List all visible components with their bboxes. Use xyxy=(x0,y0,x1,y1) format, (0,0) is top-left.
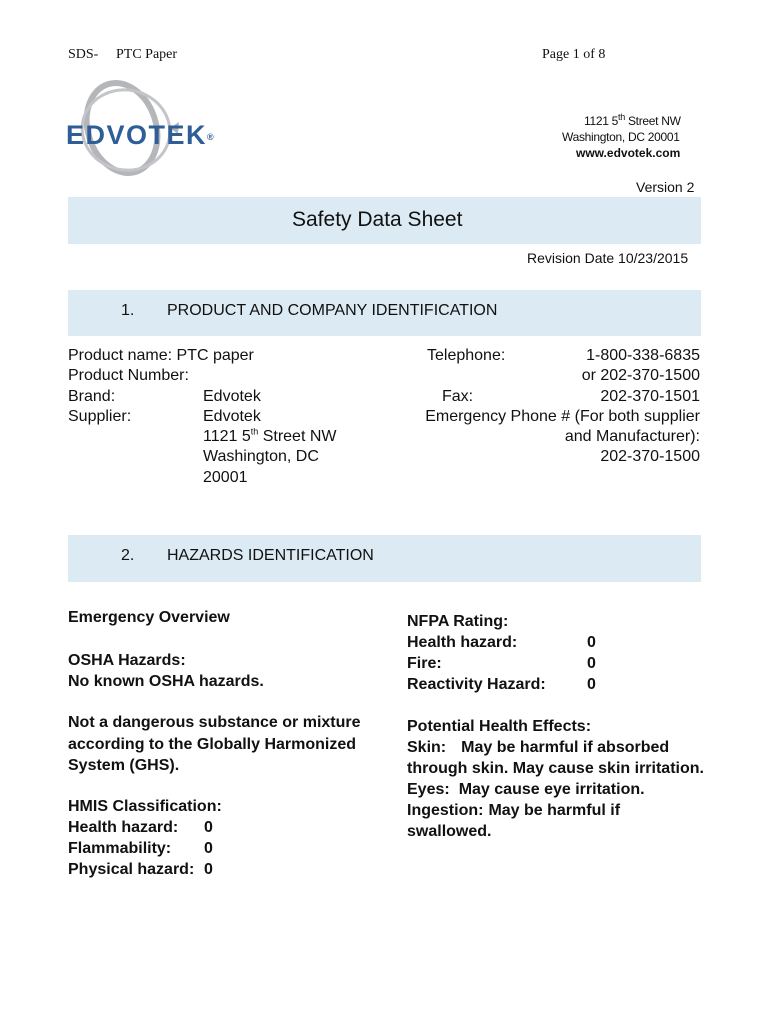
hmis-value: 0 xyxy=(204,861,213,878)
brand-value: Edvotek xyxy=(203,388,261,405)
hmis-label: Physical hazard: xyxy=(68,861,195,878)
emergency-label-2: and Manufacturer): xyxy=(564,428,700,445)
product-name: Product name: PTC paper xyxy=(68,347,254,364)
hmis-label: Health hazard: xyxy=(68,819,179,836)
nfpa-value: 0 xyxy=(587,655,596,672)
product-number: Product Number: xyxy=(68,367,189,384)
hmis-heading: HMIS Classification: xyxy=(68,798,222,815)
telephone-alt: or 202-370-1500 xyxy=(581,367,700,384)
ghs-line-1: Not a dangerous substance or mixture xyxy=(68,714,361,731)
supplier-value: Edvotek xyxy=(203,408,261,425)
ingestion-effects: Ingestion: May be harmful if xyxy=(407,802,621,819)
skin-effects-line-2: through skin. May cause skin irritation. xyxy=(407,760,704,777)
health-effects-heading: Potential Health Effects: xyxy=(407,718,592,735)
nfpa-value: 0 xyxy=(587,634,596,651)
section-1-header xyxy=(68,290,701,336)
osha-text: No known OSHA hazards. xyxy=(68,673,264,690)
section-2-title: HAZARDS IDENTIFICATION xyxy=(167,547,374,564)
address-street: 1121 5th Street NW xyxy=(584,112,681,128)
company-logo xyxy=(66,78,216,182)
ingestion-effects-line-2: swallowed. xyxy=(407,823,492,840)
revision-date: Revision Date 10/23/2015 xyxy=(527,250,689,266)
logo-registered-mark: ® xyxy=(207,131,214,142)
supplier-zip: 20001 xyxy=(203,469,248,486)
emergency-value: 202-370-1500 xyxy=(600,448,700,465)
ghs-line-3: System (GHS). xyxy=(68,757,180,774)
fax-label: Fax: xyxy=(442,388,474,405)
address-city: Washington, DC 20001 xyxy=(562,130,680,144)
title-band xyxy=(68,197,701,244)
eye-effects: Eyes: May cause eye irritation. xyxy=(407,781,645,798)
section-1-title: PRODUCT AND COMPANY IDENTIFICATION xyxy=(167,302,498,319)
ghs-line-2: according to the Globally Harmonized xyxy=(68,736,357,753)
supplier-city: Washington, DC xyxy=(203,448,319,465)
emergency-label-1: Emergency Phone # (For both supplier xyxy=(425,408,700,425)
skin-effects: Skin: May be harmful if absorbed xyxy=(407,739,670,756)
page-title: Safety Data Sheet xyxy=(292,208,463,231)
supplier-street: 1121 5th Street NW xyxy=(203,426,337,445)
nfpa-label: Reactivity Hazard: xyxy=(407,676,546,693)
version-label: Version 2 xyxy=(636,179,695,195)
hmis-label: Flammability: xyxy=(68,840,172,857)
brand-label: Brand: xyxy=(68,388,116,405)
company-website[interactable]: www.edvotek.com xyxy=(576,146,681,160)
section-2-header xyxy=(68,535,701,582)
telephone-value: 1-800-338-6835 xyxy=(586,347,700,364)
doc-label: SDS- xyxy=(68,47,99,62)
section-1-number: 1. xyxy=(121,302,135,319)
hmis-value: 0 xyxy=(204,840,213,857)
nfpa-label: Health hazard: xyxy=(407,634,518,651)
nfpa-label: Fire: xyxy=(407,655,442,672)
supplier-label: Supplier: xyxy=(68,408,132,425)
telephone-label: Telephone: xyxy=(427,347,506,364)
page-number: Page 1 of 8 xyxy=(542,47,606,62)
emergency-overview-heading: Emergency Overview xyxy=(68,609,230,626)
nfpa-value: 0 xyxy=(587,676,596,693)
doc-name: PTC Paper xyxy=(116,47,178,62)
section-2-number: 2. xyxy=(121,547,135,564)
fax-value: 202-370-1501 xyxy=(600,388,700,405)
nfpa-heading: NFPA Rating: xyxy=(407,613,509,630)
osha-heading: OSHA Hazards: xyxy=(68,652,186,669)
logo-text: EDVOTEK xyxy=(66,120,208,150)
hmis-value: 0 xyxy=(204,819,213,836)
